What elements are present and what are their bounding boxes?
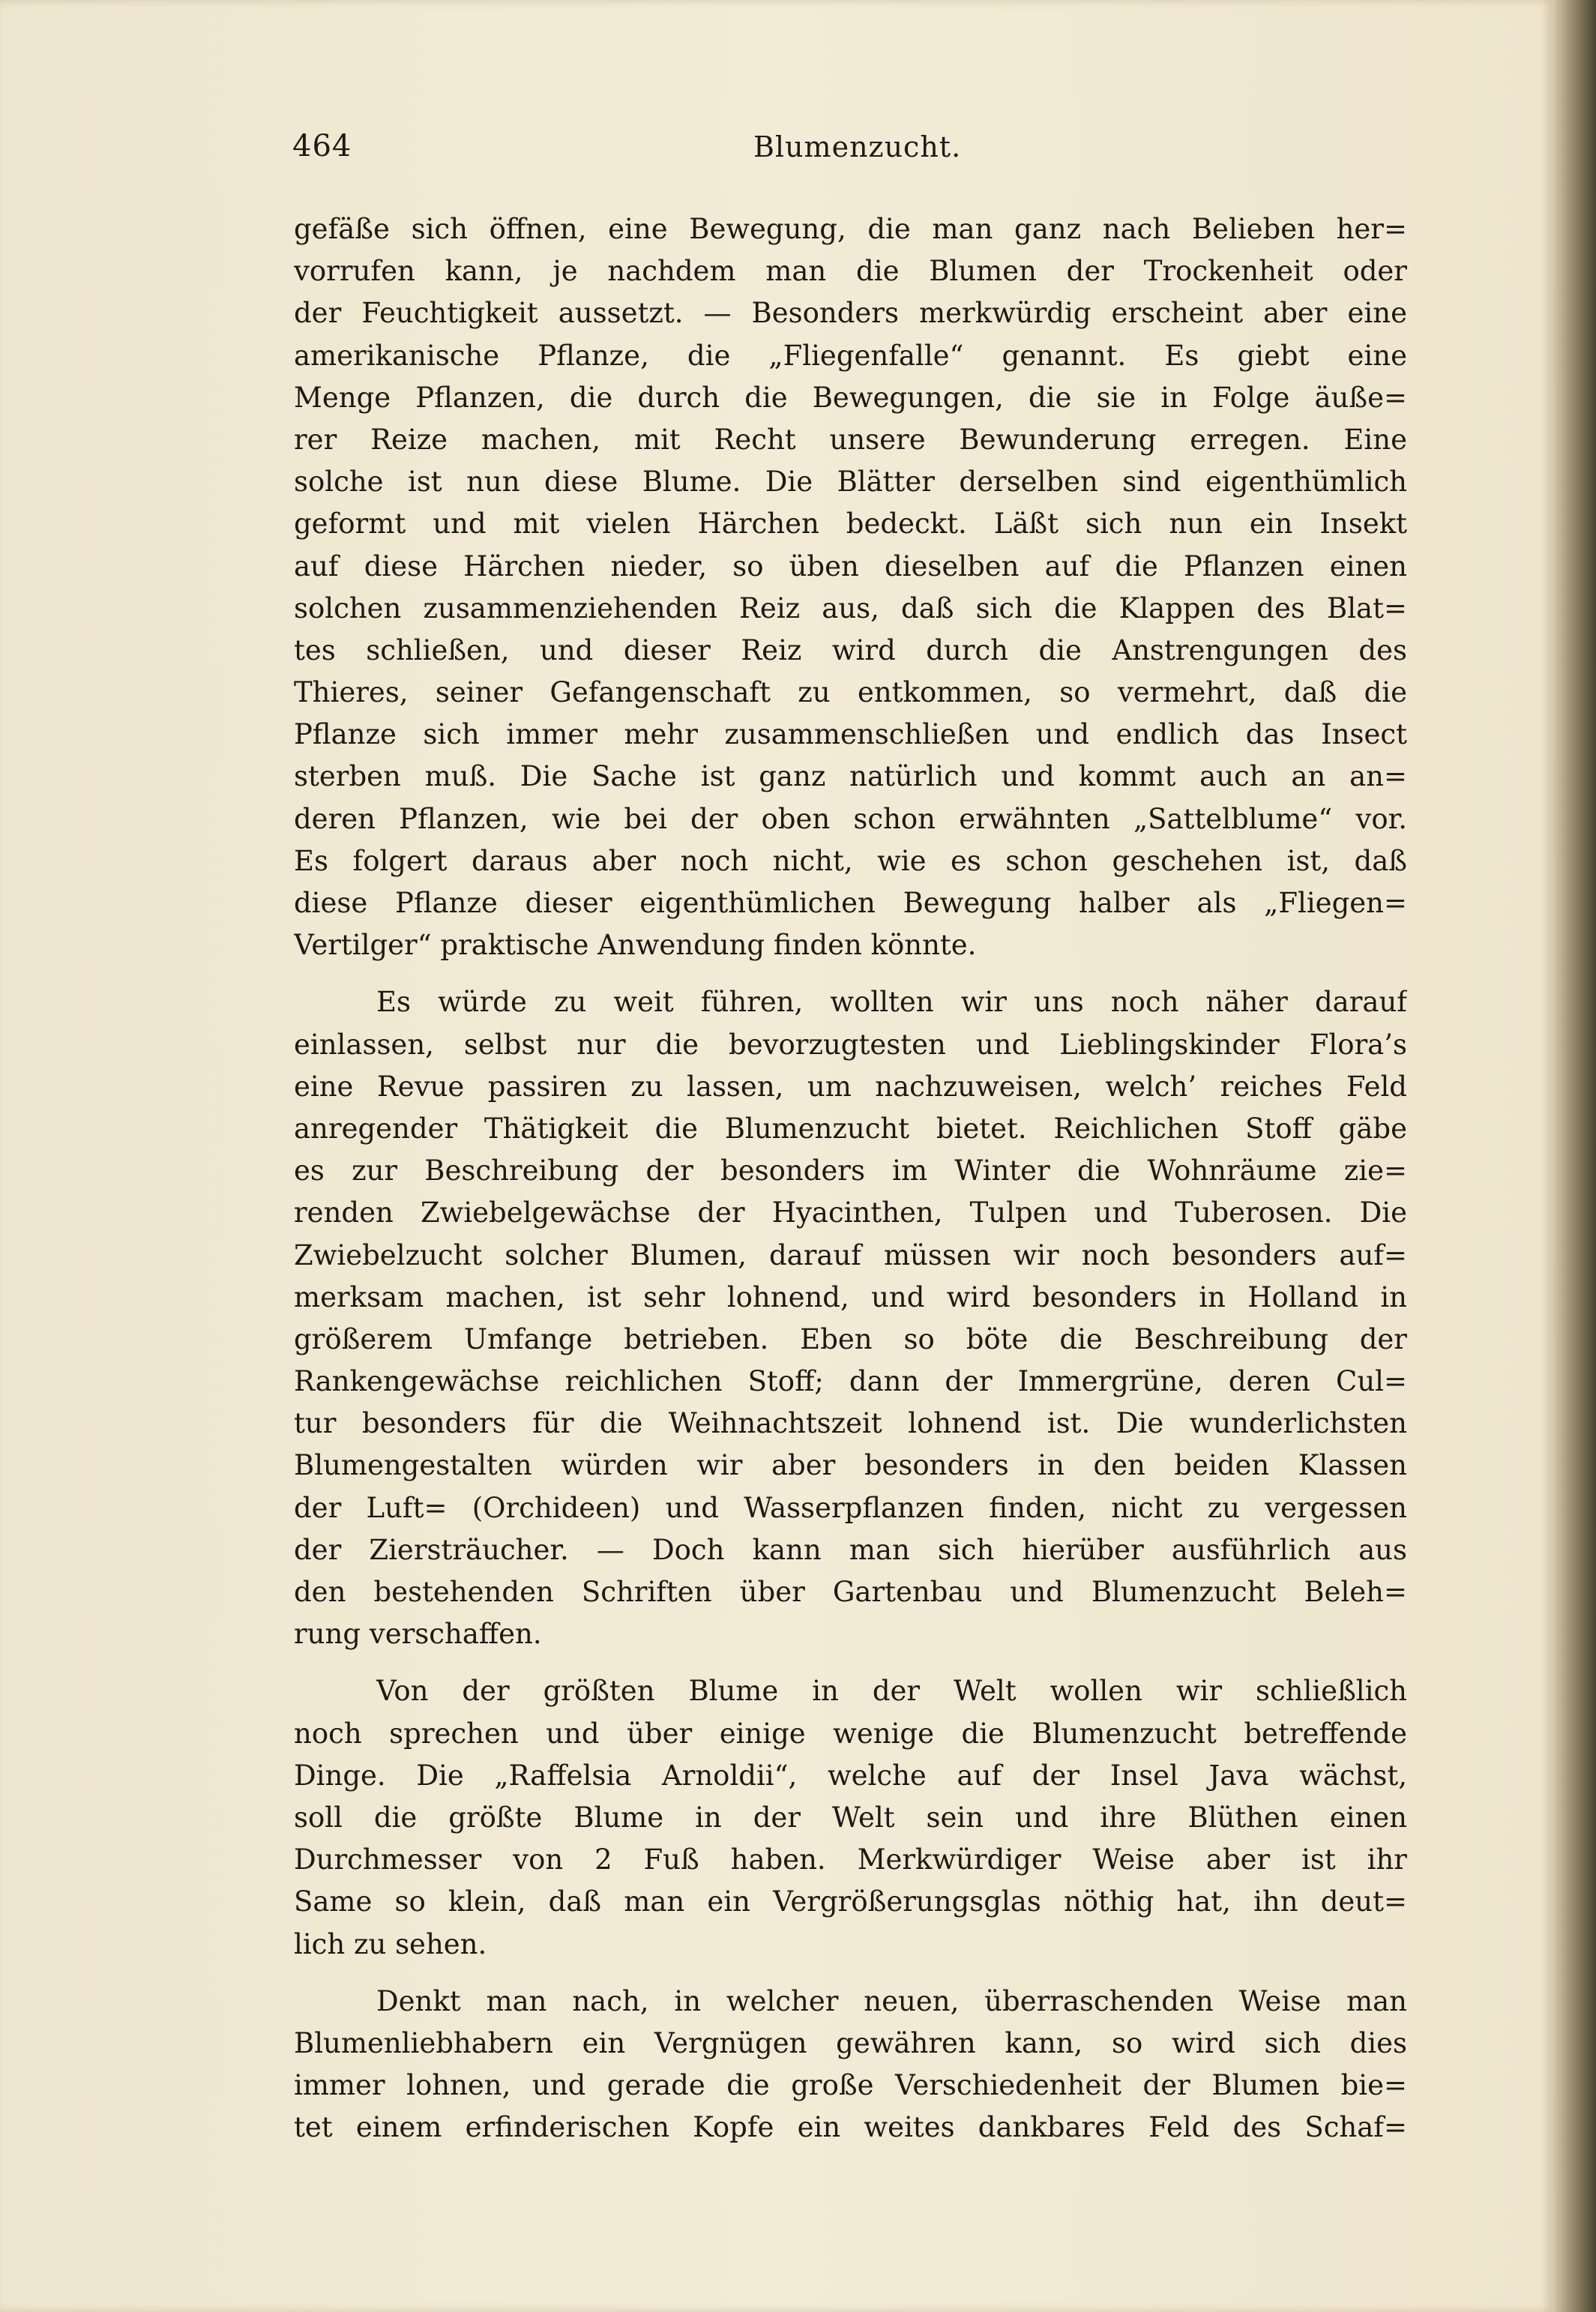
text-line: Menge Pflanzen, die durch die Bewegungen, die sie in Folge äuße= [294, 381, 1407, 414]
text-line: soll die größte Blume in der Welt sein und ihre Blüthen einen [294, 1801, 1407, 1834]
text-line: Rankengewächse reichlichen Stoff; dann der Immergrüne, deren Cul= [294, 1365, 1407, 1398]
text-line: tes schließen, und dieser Reiz wird durch die Anstrengungen des [294, 633, 1407, 666]
text-line: anregender Thätigkeit die Blumenzucht bietet. Reichlichen Stoff gäbe [294, 1112, 1407, 1145]
body-text [294, 208, 1407, 2164]
text-line: rung verschaffen. [294, 1618, 542, 1651]
text-line: Same so klein, daß man ein Vergrößerungsglas nöthig hat, ihn deut= [294, 1885, 1407, 1918]
text-line: Vertilger“ praktische Anwendung finden könnte. [294, 929, 977, 962]
page-number: 464 [292, 129, 352, 163]
text-line: geformt und mit vielen Härchen bedeckt. Läßt sich nun ein Insekt [294, 508, 1407, 541]
text-line: tet einem erfinderischen Kopfe ein weites dankbares Feld des Schaf= [294, 2111, 1407, 2144]
text-line: Es würde zu weit führen, wollten wir uns noch näher darauf [376, 986, 1407, 1019]
text-line: merksam machen, ist sehr lohnend, und wird besonders in Holland in [294, 1280, 1407, 1313]
text-line: Denkt man nach, in welcher neuen, überraschenden Weise man [376, 1984, 1407, 2017]
text-line: der Ziersträucher. — Doch kann man sich hierüber ausführlich aus [294, 1533, 1407, 1566]
text-line: solchen zusammenziehenden Reiz aus, daß sich die Klappen des Blat= [294, 591, 1407, 624]
text-line: größerem Umfange betrieben. Eben so böte die Beschreibung der [294, 1322, 1407, 1355]
text-line: noch sprechen und über einige wenige die Blumenzucht betreffende [294, 1717, 1407, 1750]
text-line: Blumenliebhabern ein Vergnügen gewähren kann, so wird sich dies [294, 2026, 1407, 2059]
text-line: den bestehenden Schriften über Gartenbau und Blumenzucht Beleh= [294, 1576, 1407, 1608]
text-line: Von der größten Blume in der Welt wollen wir schließlich [376, 1675, 1407, 1708]
book-binding-edge [1552, 0, 1596, 2312]
page-header [292, 129, 1409, 174]
text-line: amerikanische Pflanze, die „Fliegenfalle“ genannt. Es giebt eine [294, 339, 1407, 372]
text-line: einlassen, selbst nur die bevorzugtesten und Lieblingskinder Flora’s [294, 1028, 1407, 1061]
text-line: vorrufen kann, je nachdem man die Blumen der Trockenheit oder [294, 255, 1407, 288]
paragraph-4 [294, 1981, 1407, 2149]
text-line: rer Reize machen, mit Recht unsere Bewunderung erregen. Eine [294, 423, 1407, 456]
text-line: solche ist nun diese Blume. Die Blätter derselben sind eigenthümlich [294, 466, 1407, 499]
text-line: tur besonders für die Weihnachtszeit lohnend ist. Die wunderlichsten [294, 1407, 1407, 1440]
text-line: renden Zwiebelgewächse der Hyacinthen, Tulpen und Tuberosen. Die [294, 1196, 1407, 1229]
text-line: Es folgert daraus aber noch nicht, wie es schon geschehen ist, daß [294, 844, 1407, 877]
text-line: der Feuchtigkeit aussetzt. — Besonders merkwürdig erscheint aber eine [294, 297, 1407, 330]
text-line: es zur Beschreibung der besonders im Winter die Wohnräume zie= [294, 1155, 1407, 1187]
text-line: auf diese Härchen nieder, so üben dieselben auf die Pflanzen einen [294, 550, 1407, 582]
paragraph-3 [294, 1670, 1407, 1965]
text-line: der Luft= (Orchideen) und Wasserpflanzen finden, nicht zu vergessen [294, 1491, 1407, 1524]
paragraph-2 [294, 981, 1407, 1655]
text-line: Zwiebelzucht solcher Blumen, darauf müssen wir noch besonders auf= [294, 1238, 1407, 1271]
paragraph-1 [294, 208, 1407, 966]
text-line: diese Pflanze dieser eigenthümlichen Bewegung halber als „Fliegen= [294, 887, 1407, 919]
text-line: eine Revue passiren zu lassen, um nachzuweisen, welch’ reiches Feld [294, 1070, 1407, 1103]
text-line: Durchmesser von 2 Fuß haben. Merkwürdiger Weise aber ist ihr [294, 1843, 1407, 1876]
text-line: Dinge. Die „Raffelsia Arnoldii“, welche auf der Insel Java wächst, [294, 1759, 1407, 1792]
text-line: gefäße sich öffnen, eine Bewegung, die man ganz nach Belieben her= [294, 213, 1407, 245]
text-line: lich zu sehen. [294, 1927, 487, 1960]
text-line: Pflanze sich immer mehr zusammenschließen und endlich das Insect [294, 718, 1407, 751]
text-line: immer lohnen, und gerade die große Verschiedenheit der Blumen bie= [294, 2069, 1407, 2102]
running-head: Blumenzucht. [753, 130, 962, 163]
text-line: Blumengestalten würden wir aber besonders in den beiden Klassen [294, 1449, 1407, 1482]
text-line: Thieres, seiner Gefangenschaft zu entkommen, so vermehrt, daß die [294, 676, 1407, 709]
text-line: sterben muß. Die Sache ist ganz natürlich und kommt auch an an= [294, 760, 1407, 793]
text-line: deren Pflanzen, wie bei der oben schon erwähnten „Sattelblume“ vor. [294, 802, 1407, 835]
